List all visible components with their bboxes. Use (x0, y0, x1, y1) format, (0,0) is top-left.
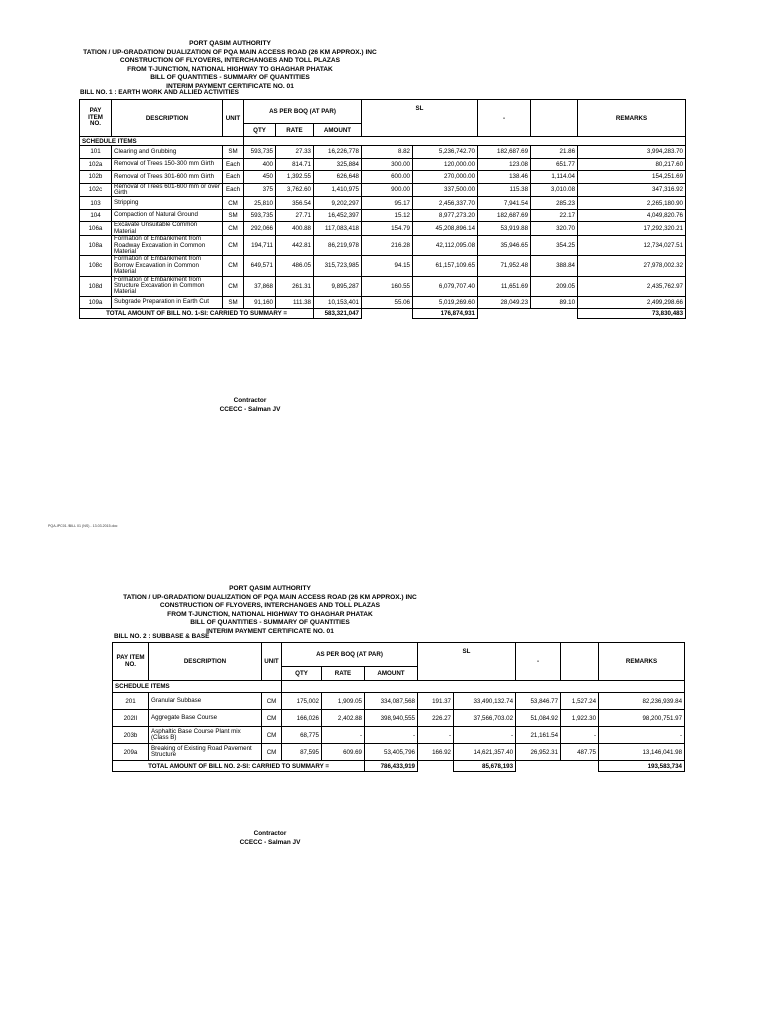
table-row (80, 197, 686, 210)
qty-cell: 68,775 (282, 727, 322, 744)
unit-cell: SM (223, 146, 244, 159)
pay-item-cell: 101 (80, 146, 112, 159)
qty-cell: 593,735 (244, 209, 276, 222)
pay-item-cell: 108d (80, 276, 112, 296)
extra-rate-cell: 209.05 (531, 276, 578, 296)
extra-value-cell: 11,651.69 (478, 276, 531, 296)
column-header-amount: AMOUNT (365, 667, 418, 681)
description-cell: Formation of Embankment from Borrow Excavation in Common Material (112, 256, 223, 276)
rate-cell: 356.54 (276, 197, 314, 210)
bill-title: BILL NO. 2 : SUBBASE & BASE (114, 633, 210, 640)
table-row (80, 146, 686, 159)
contractor-signature (220, 829, 320, 847)
column-header-remarks: REMARKS (578, 100, 686, 137)
extra-rate-cell: 388.84 (531, 256, 578, 276)
rate-cell: 609.69 (322, 744, 365, 761)
sl-value-cell: - (418, 727, 454, 744)
rate-cell: 814.71 (276, 158, 314, 171)
rate-cell: - (322, 727, 365, 744)
sl-amount-cell: 270,000.00 (413, 171, 478, 184)
sl-value-cell: 900.00 (362, 183, 413, 197)
column-header-sl: SL (362, 100, 478, 137)
remarks-cell: 3,994,283.70 (578, 146, 686, 159)
extra-rate-cell: 1,922.30 (561, 710, 599, 727)
rate-cell: 27.71 (276, 209, 314, 222)
sl-amount-cell: 337,500.00 (413, 183, 478, 197)
rate-cell: 111.38 (276, 296, 314, 309)
sl-amount-cell: 8,977,273.20 (413, 209, 478, 222)
qty-cell: 194,711 (244, 236, 276, 256)
total-amount: 786,433,919 (365, 761, 418, 772)
table-row (80, 183, 686, 197)
schedule-items-label: SCHEDULE ITEMS (80, 137, 244, 146)
sl-value-cell: 191.37 (418, 693, 454, 710)
amount-cell: 398,940,555 (365, 710, 418, 727)
description-cell: Subgrade Preparation in Earth Cut (112, 296, 223, 309)
sl-amount-cell: - (454, 727, 516, 744)
amount-cell: 53,405,796 (365, 744, 418, 761)
total-label: TOTAL AMOUNT OF BILL NO. 2-SI: CARRIED TO SUMMARY = (113, 761, 365, 772)
column-header-dash: - (478, 100, 531, 137)
bill-title: BILL NO. 1 : EARTH WORK AND ALLIED ACTIVITIES (80, 89, 239, 96)
signature-line: Contractor (253, 830, 287, 837)
signature-line: CCECC - Salman JV (239, 839, 301, 846)
header-line: CONSTRUCTION OF FLYOVERS, INTERCHANGES AND TOLL PLAZAS (159, 602, 381, 610)
qty-cell: 166,026 (282, 710, 322, 727)
table-row (80, 276, 686, 296)
extra-value-cell: 182,687.69 (478, 146, 531, 159)
sl-value-cell: 8.82 (362, 146, 413, 159)
table-row (113, 744, 685, 761)
pay-item-cell: 109a (80, 296, 112, 309)
remarks-cell: 98,200,751.97 (599, 710, 685, 727)
unit-cell: SM (223, 296, 244, 309)
sl-value-cell: 216.28 (362, 236, 413, 256)
unit-cell: Each (223, 183, 244, 197)
column-header-rate: RATE (276, 124, 314, 137)
remarks-cell: - (599, 727, 685, 744)
sl-amount-cell: 45,208,896.14 (413, 222, 478, 236)
extra-value-cell: 71,952.48 (478, 256, 531, 276)
sl-amount-cell: 14,621,357.40 (454, 744, 516, 761)
remarks-cell: 80,217.60 (578, 158, 686, 171)
extra-value-cell: 21,161.54 (516, 727, 561, 744)
extra-rate-cell: 3,010.08 (531, 183, 578, 197)
qty-cell: 450 (244, 171, 276, 184)
qty-cell: 292,066 (244, 222, 276, 236)
extra-rate-cell: 21.86 (531, 146, 578, 159)
column-header-unit: UNIT (223, 100, 244, 137)
header-line: INTERIM PAYMENT CERTIFICATE NO. 01 (166, 82, 294, 90)
sl-value-cell: 95.17 (362, 197, 413, 210)
table-row (80, 158, 686, 171)
qty-cell: 649,571 (244, 256, 276, 276)
amount-cell: 16,226,778 (314, 146, 362, 159)
unit-cell: Each (223, 171, 244, 184)
pay-item-cell: 103 (80, 197, 112, 210)
column-header-blank (531, 100, 578, 137)
amount-cell: 16,452,397 (314, 209, 362, 222)
rate-cell: 400.88 (276, 222, 314, 236)
sl-value-cell: 94.15 (362, 256, 413, 276)
sl-value-cell: 160.55 (362, 276, 413, 296)
header-line: FROM T-JUNCTION, NATIONAL HIGHWAY TO GHAGHAR PHATAK (127, 65, 333, 73)
column-header-rate: RATE (322, 667, 365, 681)
unit-cell: Each (223, 158, 244, 171)
contractor-signature (200, 396, 300, 414)
schedule-items-label: SCHEDULE ITEMS (113, 681, 282, 693)
column-header-amount: AMOUNT (314, 124, 362, 137)
extra-rate-cell: - (561, 727, 599, 744)
column-header-blank (561, 643, 599, 681)
sl-value-cell: 300.00 (362, 158, 413, 171)
sl-amount-cell: 33,490,132.74 (454, 693, 516, 710)
qty-cell: 37,868 (244, 276, 276, 296)
table-row (80, 222, 686, 236)
unit-cell: CM (223, 197, 244, 210)
table-row (80, 256, 686, 276)
amount-cell: 626,648 (314, 171, 362, 184)
unit-cell: CM (223, 276, 244, 296)
signature-line: CCECC - Salman JV (219, 406, 281, 413)
table-row (113, 693, 685, 710)
description-cell: Formation of Embankment from Roadway Excavation in Common Material (112, 236, 223, 256)
column-header-remarks: REMARKS (599, 643, 685, 681)
qty-cell: 375 (244, 183, 276, 197)
extra-value-cell: 138.46 (478, 171, 531, 184)
description-cell: Granular Subbase (149, 693, 262, 710)
sl-value-cell: 55.06 (362, 296, 413, 309)
extra-value-cell: 26,952.31 (516, 744, 561, 761)
unit-cell: CM (262, 744, 282, 761)
column-header-description: DESCRIPTION (112, 100, 223, 137)
pay-item-cell: 209a (113, 744, 149, 761)
header-line: TATION / UP-GRADATION/ DUALIZATION OF PQA MAIN ACCESS ROAD (26 KM APPROX.) INC (123, 593, 417, 601)
header-line: FROM T-JUNCTION, NATIONAL HIGHWAY TO GHAGHAR PHATAK (167, 610, 373, 618)
extra-value-cell: 28,049.23 (478, 296, 531, 309)
total-gap (531, 309, 578, 319)
header-line: PORT QASIM AUTHORITY (229, 585, 311, 592)
remarks-cell: 2,499,298.66 (578, 296, 686, 309)
total-remarks: 193,583,734 (599, 761, 685, 772)
rate-cell: 1,909.05 (322, 693, 365, 710)
sl-value-cell: 154.79 (362, 222, 413, 236)
description-cell: Excavate Unsuitable Common Material (112, 222, 223, 236)
total-label: TOTAL AMOUNT OF BILL NO. 1-SI: CARRIED TO SUMMARY = (80, 309, 314, 319)
remarks-cell: 4,049,820.76 (578, 209, 686, 222)
remarks-cell: 27,978,002.32 (578, 256, 686, 276)
extra-rate-cell: 1,527.24 (561, 693, 599, 710)
extra-rate-cell: 285.23 (531, 197, 578, 210)
qty-cell: 593,735 (244, 146, 276, 159)
sl-amount-cell: 61,157,109.65 (413, 256, 478, 276)
column-header-qty: QTY (244, 124, 276, 137)
description-cell: Removal of Trees 601-600 mm or over Girth (112, 183, 223, 197)
header-line: INTERIM PAYMENT CERTIFICATE NO. 01 (206, 627, 334, 635)
total-gap (478, 309, 531, 319)
extra-value-cell: 51,084.92 (516, 710, 561, 727)
sl-amount-cell: 6,079,707.40 (413, 276, 478, 296)
extra-rate-cell: 89.10 (531, 296, 578, 309)
sl-value-cell: 226.27 (418, 710, 454, 727)
qty-cell: 25,810 (244, 197, 276, 210)
remarks-cell: 154,251.69 (578, 171, 686, 184)
table-row (80, 209, 686, 222)
sl-amount-cell: 42,112,095.08 (413, 236, 478, 256)
file-footer: PQA-IPC01 /BILL 01 (NS) - 13.03.2015.doc (48, 524, 118, 528)
sl-amount-cell: 37,566,703.02 (454, 710, 516, 727)
extra-rate-cell: 487.75 (561, 744, 599, 761)
column-header-unit: UNIT (262, 643, 282, 681)
pay-item-cell: 108a (80, 236, 112, 256)
description-cell: Stripping (112, 197, 223, 210)
extra-rate-cell: 354.25 (531, 236, 578, 256)
remarks-cell: 2,435,762.97 (578, 276, 686, 296)
rate-cell: 2,402.88 (322, 710, 365, 727)
pay-item-cell: 104 (80, 209, 112, 222)
total-sl: 85,678,193 (454, 761, 516, 772)
extra-rate-cell: 320.70 (531, 222, 578, 236)
extra-value-cell: 115.38 (478, 183, 531, 197)
unit-cell: CM (262, 693, 282, 710)
sl-amount-cell: 2,456,337.70 (413, 197, 478, 210)
unit-cell: CM (262, 710, 282, 727)
qty-cell: 91,160 (244, 296, 276, 309)
table-row (80, 296, 686, 309)
rate-cell: 442.81 (276, 236, 314, 256)
rate-cell: 261.31 (276, 276, 314, 296)
sl-value-cell: 166.92 (418, 744, 454, 761)
remarks-cell: 347,316.92 (578, 183, 686, 197)
column-header-sl: SL (418, 643, 516, 681)
description-cell: Asphaltic Base Course Plant mix (Class B) (149, 727, 262, 744)
column-header-pay-item: PAY ITEM NO. (113, 643, 149, 681)
table-row (113, 727, 685, 744)
column-header-qty: QTY (282, 667, 322, 681)
amount-cell: 315,723,985 (314, 256, 362, 276)
amount-cell: - (365, 727, 418, 744)
pay-item-cell: 202II (113, 710, 149, 727)
description-cell: Removal of Trees 301-600 mm Girth (112, 171, 223, 184)
column-header-as-per-boq: AS PER BOQ (AT PAR) (282, 643, 418, 667)
sl-value-cell: 600.00 (362, 171, 413, 184)
total-gap (418, 761, 454, 772)
sl-amount-cell: 120,000.00 (413, 158, 478, 171)
total-gap (516, 761, 561, 772)
description-cell: Breaking of Existing Road Pavement Structure (149, 744, 262, 761)
pay-item-cell: 106a (80, 222, 112, 236)
header-line: BILL OF QUANTITIES - SUMMARY OF QUANTITIES (190, 619, 350, 627)
qty-cell: 87,595 (282, 744, 322, 761)
remarks-cell: 82,236,939.84 (599, 693, 685, 710)
column-header-as-per-boq: AS PER BOQ (AT PAR) (244, 100, 362, 124)
rate-cell: 1,392.55 (276, 171, 314, 184)
total-gap (561, 761, 599, 772)
amount-cell: 1,410,975 (314, 183, 362, 197)
pay-item-cell: 102b (80, 171, 112, 184)
rate-cell: 486.05 (276, 256, 314, 276)
extra-value-cell: 35,946.65 (478, 236, 531, 256)
amount-cell: 9,895,287 (314, 276, 362, 296)
signature-line: Contractor (233, 397, 267, 404)
extra-value-cell: 53,919.88 (478, 222, 531, 236)
pay-item-cell: 108c (80, 256, 112, 276)
amount-cell: 10,153,401 (314, 296, 362, 309)
extra-value-cell: 123.08 (478, 158, 531, 171)
header-line: CONSTRUCTION OF FLYOVERS, INTERCHANGES AND TOLL PLAZAS (119, 57, 341, 65)
header-line: BILL OF QUANTITIES - SUMMARY OF QUANTITIES (150, 74, 310, 82)
column-header-description: DESCRIPTION (149, 643, 262, 681)
amount-cell: 86,219,978 (314, 236, 362, 256)
total-gap (362, 309, 413, 319)
document-header (60, 40, 400, 92)
table-row (80, 236, 686, 256)
extra-rate-cell: 22.17 (531, 209, 578, 222)
unit-cell: CM (223, 222, 244, 236)
schedule-items-blank (282, 681, 685, 693)
extra-rate-cell: 651.77 (531, 158, 578, 171)
amount-cell: 325,884 (314, 158, 362, 171)
total-amount: 583,321,047 (314, 309, 362, 319)
description-cell: Clearing and Grubbing (112, 146, 223, 159)
remarks-cell: 17,292,320.21 (578, 222, 686, 236)
extra-value-cell: 53,846.77 (516, 693, 561, 710)
extra-value-cell: 182,687.69 (478, 209, 531, 222)
remarks-cell: 2,265,180.90 (578, 197, 686, 210)
remarks-cell: 13,146,041.98 (599, 744, 685, 761)
schedule-items-blank (244, 137, 686, 146)
sl-amount-cell: 5,236,742.70 (413, 146, 478, 159)
unit-cell: SM (223, 209, 244, 222)
description-cell: Aggregate Base Course (149, 710, 262, 727)
description-cell: Formation of Embankment from Structure Excavation in Common Material (112, 276, 223, 296)
rate-cell: 3,762.60 (276, 183, 314, 197)
total-remarks: 73,830,483 (578, 309, 686, 319)
table-row (80, 171, 686, 184)
document-header (100, 585, 440, 637)
header-line: TATION / UP-GRADATION/ DUALIZATION OF PQA MAIN ACCESS ROAD (26 KM APPROX.) INC (83, 48, 377, 56)
table-row (113, 710, 685, 727)
description-cell: Compaction of Natural Ground (112, 209, 223, 222)
column-header-dash: - (516, 643, 561, 681)
extra-value-cell: 7,941.54 (478, 197, 531, 210)
qty-cell: 175,002 (282, 693, 322, 710)
qty-cell: 400 (244, 158, 276, 171)
remarks-cell: 12,734,027.51 (578, 236, 686, 256)
boq-table (112, 642, 685, 772)
rate-cell: 27.33 (276, 146, 314, 159)
amount-cell: 334,087,568 (365, 693, 418, 710)
sl-value-cell: 15.12 (362, 209, 413, 222)
extra-rate-cell: 1,114.04 (531, 171, 578, 184)
amount-cell: 9,202,297 (314, 197, 362, 210)
description-cell: Removal of Trees 150-300 mm Girth (112, 158, 223, 171)
pay-item-cell: 201 (113, 693, 149, 710)
amount-cell: 117,083,418 (314, 222, 362, 236)
total-sl: 176,874,931 (413, 309, 478, 319)
pay-item-cell: 102a (80, 158, 112, 171)
boq-table (79, 99, 686, 319)
pay-item-cell: 102c (80, 183, 112, 197)
unit-cell: CM (262, 727, 282, 744)
header-line: PORT QASIM AUTHORITY (189, 40, 271, 47)
column-header-pay-item: PAY ITEM NO. (80, 100, 112, 137)
sl-amount-cell: 5,019,269.60 (413, 296, 478, 309)
pay-item-cell: 203b (113, 727, 149, 744)
unit-cell: CM (223, 256, 244, 276)
unit-cell: CM (223, 236, 244, 256)
